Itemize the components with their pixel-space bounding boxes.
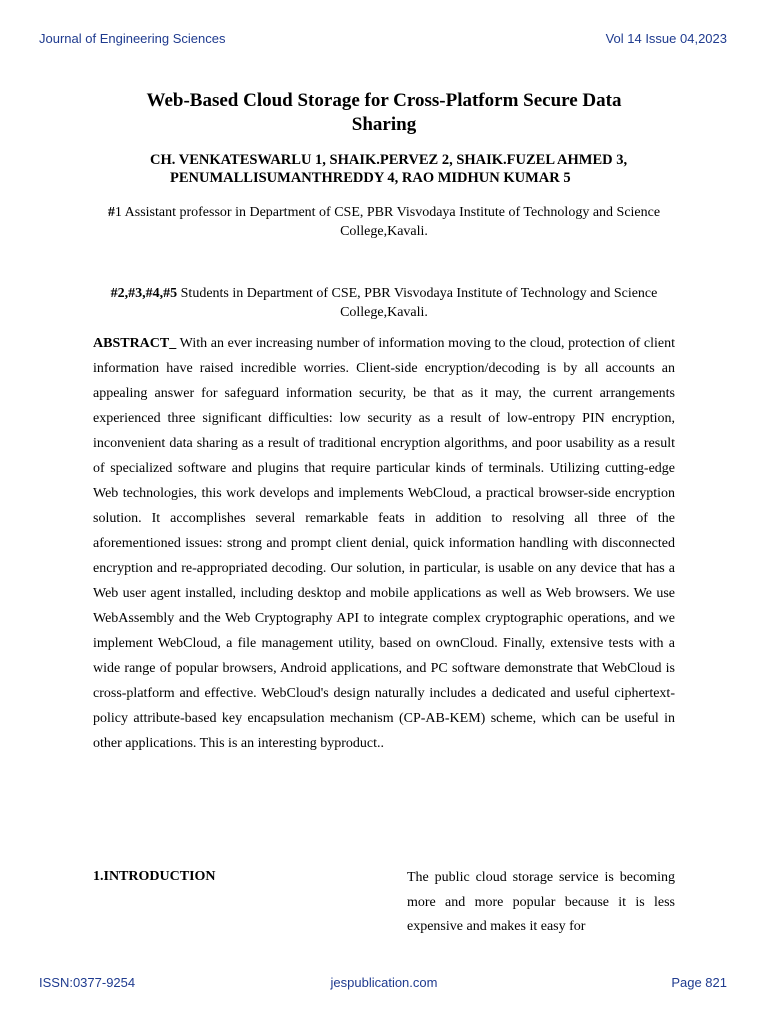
title-line-2: Sharing [351,114,417,135]
abstract-text: With an ever increasing number of information moving to the cloud, protection of client information have raised incredible worries. Client-side encryption/decoding is by all accounts an appealing answer for safeguard information security, be that as it may, the current arrangements experienced three significant difficulties: low security as a result of low-entropy PIN encryption, inconvenient data sharing as a result of traditional encryption algorithms, and poor usability as a result of specialized software and plugins that require particular kinds of terminals. Utilizing cutting-edge Web technologies, this work develops and implements WebCloud, a practical browser-side encryption solution. It accomplishes several remarkable feats in addition to resolving all three of the aforementioned issues: strong and prompt client denial, quick information handling with disconnected encryption and re-appropriated decoding. Our solution, in particular, is usable on any device that has a Web user agent installed, including desktop and mobile applications as well as Web browsers. We use WebAssembly and the Web Cryptography API to integrate complex cryptographic operations, and we implement WebCloud, a file management utility, based on ownCloud. Finally, extensive tests with a wide range of popular browsers, Android applications, and PC software demonstrate that WebCloud is cross-platform and effective. WebCloud's design naturally includes a dedicated and useful ciphertext-policy attribute-based key encapsulation mechanism (CP-AB-KEM) scheme, which can be useful in other applications. This is an interesting byproduct.. [93,336,675,751]
publisher-site: jespublication.com [330,975,438,990]
authors-line-1: CH. VENKATESWARLU 1, SHAIK.PERVEZ 2, SHAIK.FUZEL AHMED 3, [150,152,628,168]
affiliation-2-text: Students in Department of CSE, PBR Visvodaya Institute of Technology and Science College,Kavali. [177,286,658,320]
abstract [93,331,675,756]
affiliation-1-marker: # [107,205,115,220]
paper-title [0,89,768,137]
issn: ISSN:0377-9254 [39,975,136,990]
author-list [0,151,768,187]
introduction-paragraph: The public cloud storage service is becoming more and more popular because it is less expensive and makes it easy for [407,870,675,934]
affiliation-1 [95,203,673,241]
abstract-label: ABSTRACT_ [93,336,177,351]
authors-line-2: PENUMALLISUMANTHREDDY 4, RAO MIDHUN KUMAR 5 [170,170,571,186]
page-number: Page 821 [671,975,727,990]
section-heading-introduction: 1.INTRODUCTION [93,869,216,884]
affiliation-2 [95,284,673,322]
journal-name: Journal of Engineering Sciences [39,31,226,46]
volume-issue: Vol 14 Issue 04,2023 [605,31,727,46]
affiliation-2-marker: #2,#3,#4,#5 [110,286,178,301]
title-line-1: Web-Based Cloud Storage for Cross-Platform Secure Data [146,90,622,111]
affiliation-1-text: 1 Assistant professor in Department of CSE, PBR Visvodaya Institute of Technology and Science College,Kavali. [114,205,661,239]
